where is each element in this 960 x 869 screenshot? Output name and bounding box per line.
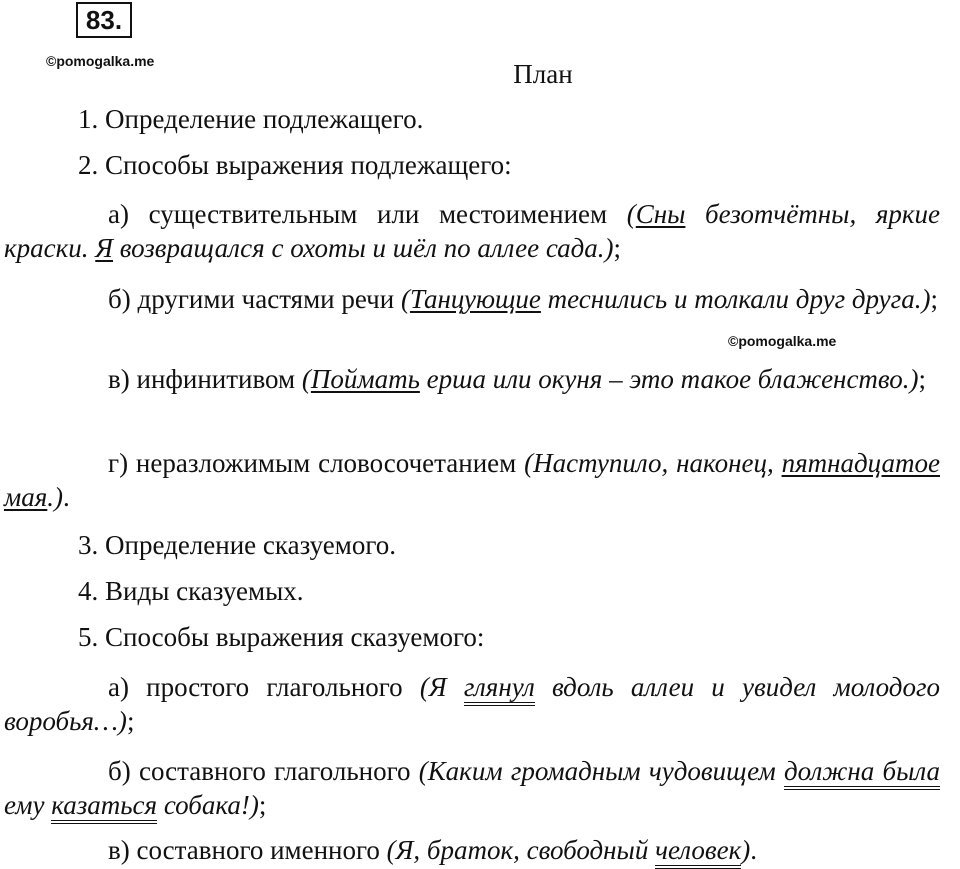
- item-2b-text-1: теснились и толкали друг друга.): [540, 284, 931, 314]
- item-2a-text-2: возвращался с охоты и шёл по аллее сада.): [113, 233, 614, 263]
- watermark-top: ©pomogalka.me: [46, 53, 155, 69]
- item-2g-text-0: (Наступило, наконец,: [524, 448, 782, 478]
- item-4: 4. Виды сказуемых.: [78, 576, 304, 606]
- item-2v-open: (: [301, 364, 311, 394]
- item-2v-end: ;: [918, 364, 927, 394]
- item-3: 3. Определение сказуемого.: [78, 530, 397, 560]
- subject-sny: Сны: [635, 199, 686, 229]
- item-2a: [4, 197, 940, 265]
- item-2a-lead: а) существительным или местоимением: [108, 199, 627, 229]
- subject-ya: Я: [95, 233, 113, 263]
- item-5v-end: .: [750, 835, 757, 865]
- item-5a: [4, 670, 940, 738]
- item-2b-open: (: [400, 284, 410, 314]
- item-5b-lead: б) составного глагольного: [108, 756, 419, 786]
- item-5b-end: ;: [258, 790, 267, 820]
- item-2: 2. Способы выражения подлежащего:: [78, 150, 512, 180]
- item-2g-text-1: .): [47, 482, 64, 512]
- item-2a-open: (: [626, 199, 636, 229]
- plan-title: План: [513, 59, 573, 89]
- predicate-chelovek: человек: [655, 835, 741, 869]
- item-5b-text-2: собака!): [157, 790, 259, 820]
- subject-tantsuyushchie: Танцующие: [409, 284, 541, 314]
- item-2g-lead: г) неразложимым словосочетанием: [108, 448, 525, 478]
- subject-poymat: Поймать: [310, 364, 420, 394]
- subject-pyatnadtsatoe-maya: пятнадцатое мая: [4, 448, 940, 512]
- item-5v-text-1: ): [741, 835, 751, 865]
- predicate-dolzhna-byla: должна была: [784, 756, 940, 790]
- item-2b-lead: б) другими частями речи: [108, 284, 401, 314]
- item-5b: [4, 754, 940, 822]
- item-2v-lead: в) инфинитивом: [108, 364, 302, 394]
- item-2v: [4, 362, 940, 396]
- item-5a-text-0: (Я: [419, 672, 464, 702]
- item-2a-end: ;: [613, 233, 622, 263]
- item-2a-text-1: безотчётны, яркие краски.: [4, 199, 940, 263]
- item-2g-end: .: [63, 482, 70, 512]
- item-5a-lead: а) простого глагольного: [108, 672, 420, 702]
- predicate-glyanul: глянул: [464, 672, 535, 706]
- item-5b-text-0: (Каким громадным чудовищем: [418, 756, 784, 786]
- item-5v: [4, 833, 940, 867]
- item-2b: [4, 282, 940, 316]
- exercise-number: 83.: [76, 2, 132, 38]
- item-5: 5. Способы выражения сказуемого:: [78, 622, 485, 652]
- item-5b-text-1: ему: [4, 790, 52, 820]
- item-5v-lead: в) составного именного: [108, 835, 387, 865]
- watermark-mid: ©pomogalka.me: [728, 333, 837, 349]
- predicate-kazatsya: казаться: [51, 790, 157, 824]
- item-2b-end: ;: [930, 284, 938, 314]
- item-1: 1. Определение подлежащего.: [78, 104, 424, 134]
- item-2v-text-1: ерша или окуня – это такое блаженство.): [419, 364, 919, 394]
- item-5a-text-1: вдоль аллеи и увидел молодого воробья…): [4, 672, 940, 736]
- item-5a-end: ;: [126, 706, 135, 736]
- item-2g: [4, 446, 940, 514]
- item-5v-text-0: (Я, браток, свободный: [386, 835, 656, 865]
